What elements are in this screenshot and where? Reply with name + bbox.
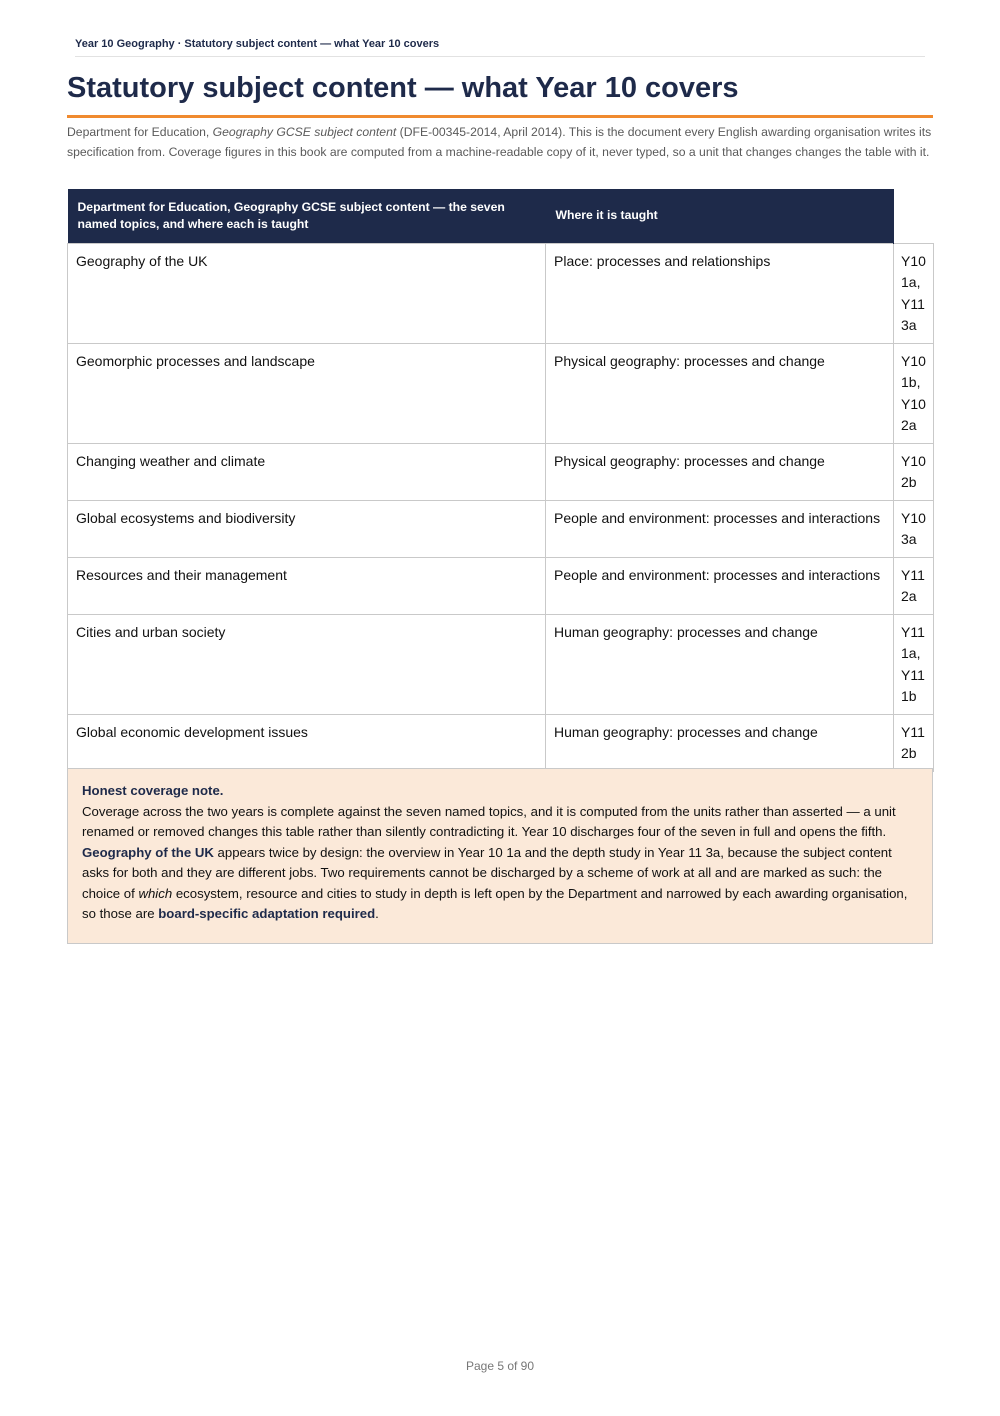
where-taught-cell: Human geography: processes and change <box>546 614 894 714</box>
topic-cell: Global economic development issues <box>68 714 546 771</box>
unit-reference-line: Y11 <box>901 723 925 740</box>
coverage-note-emphasis: which <box>138 885 173 901</box>
unit-reference-line: 3a <box>901 317 917 333</box>
unit-reference-cell <box>894 557 934 614</box>
unit-reference-line: 2a <box>901 417 917 433</box>
unit-reference-line: Y11 <box>901 623 925 640</box>
coverage-note-title: Honest coverage note. <box>82 783 224 798</box>
coverage-note <box>67 768 933 944</box>
unit-reference-line: Y11 <box>901 566 925 583</box>
unit-reference-line: Y11 <box>901 666 925 683</box>
topic-cell: Global ecosystems and biodiversity <box>68 500 546 557</box>
where-taught-cell: Human geography: processes and change <box>546 714 894 771</box>
coverage-note-highlight-adaptation: board-specific adaptation required <box>158 906 376 921</box>
table-body <box>68 243 934 771</box>
unit-reference-line: Y11 <box>901 295 925 312</box>
unit-reference-cell <box>894 714 934 771</box>
topic-cell: Geography of the UK <box>68 243 546 343</box>
table-row <box>68 243 934 343</box>
unit-reference-cell <box>894 500 934 557</box>
unit-reference-line: 1b, <box>901 374 921 390</box>
running-head: Year 10 Geography · Statutory subject content — what Year 10 covers <box>75 38 925 57</box>
unit-reference-line: 2a <box>901 588 917 604</box>
column-header-units <box>894 189 934 243</box>
unit-reference-line: 1a, <box>901 645 921 661</box>
unit-reference-line: 2b <box>901 745 917 761</box>
table-row <box>68 557 934 614</box>
topic-cell: Geomorphic processes and landscape <box>68 343 546 443</box>
intro-source-suffix: (DFE-00345-2014, April 2014). This is the document every English awarding organisation writes its specification from. Coverage figures in this book are computed from a machine-readable copy of it, never typed, so a unit that changes changes the table with it. <box>67 125 932 159</box>
topic-cell: Cities and urban society <box>68 614 546 714</box>
topic-cell: Resources and their management <box>68 557 546 614</box>
coverage-note-text: appears twice by design: the overview in Year 10 1a and the depth study in Year 11 3a, because the subject content asks for both and they are different jobs. Two requirements cannot be discharged by a scheme of work at all and are marked as such: the choice of <box>82 844 892 901</box>
intro-source-title: Geography GCSE subject content <box>212 125 397 139</box>
unit-reference-line: Y10 <box>901 395 926 412</box>
table-row <box>68 614 934 714</box>
where-taught-cell: People and environment: processes and interactions <box>546 500 894 557</box>
topics-table <box>67 189 934 772</box>
where-taught-cell: Physical geography: processes and change <box>546 443 894 500</box>
topic-cell: Changing weather and climate <box>68 443 546 500</box>
where-taught-cell: Place: processes and relationships <box>546 243 894 343</box>
unit-reference-cell <box>894 443 934 500</box>
where-taught-cell: Physical geography: processes and change <box>546 343 894 443</box>
unit-reference-cell <box>894 243 934 343</box>
coverage-note-text: Coverage across the two years is complete against the seven named topics, and it is computed from the units rather than asserted — a unit renamed or removed changes this table rather than silently contradicting it. Year 10 discharges four of the seven in full and opens the fifth. <box>82 803 896 839</box>
unit-reference-line: 3a <box>901 531 917 547</box>
unit-reference-line: 1a, <box>901 274 921 290</box>
page-number: Page 5 of 90 <box>465 1359 535 1373</box>
coverage-note-highlight-uk: Geography of the UK <box>82 844 214 860</box>
coverage-note-text: . <box>375 906 379 921</box>
table-header-row <box>68 189 934 243</box>
page-title: Statutory subject content — what Year 10 covers <box>67 68 933 118</box>
unit-reference-line: Y10 <box>901 452 926 469</box>
table-row <box>68 343 934 443</box>
table-row <box>68 443 934 500</box>
unit-reference-line: Y10 <box>901 352 926 369</box>
intro-paragraph <box>67 122 933 162</box>
unit-reference-line: Y10 <box>901 252 926 269</box>
column-header-where: Where it is taught <box>546 189 894 243</box>
table-row <box>68 500 934 557</box>
unit-reference-line: 1b <box>901 688 917 704</box>
column-header-topic: Department for Education, Geography GCSE subject content — the seven named topics, and where each is taught <box>68 189 546 243</box>
unit-reference-cell <box>894 614 934 714</box>
unit-reference-cell <box>894 343 934 443</box>
intro-source-prefix: Department for Education, <box>67 125 213 139</box>
unit-reference-line: 2b <box>901 474 917 490</box>
table-row <box>68 714 934 771</box>
unit-reference-line: Y10 <box>901 509 926 526</box>
where-taught-cell: People and environment: processes and interactions <box>546 557 894 614</box>
coverage-note-text: ecosystem, resource and cities to study in depth is left open by the Department and narrowed by each awarding organisation, so those are <box>82 885 908 921</box>
